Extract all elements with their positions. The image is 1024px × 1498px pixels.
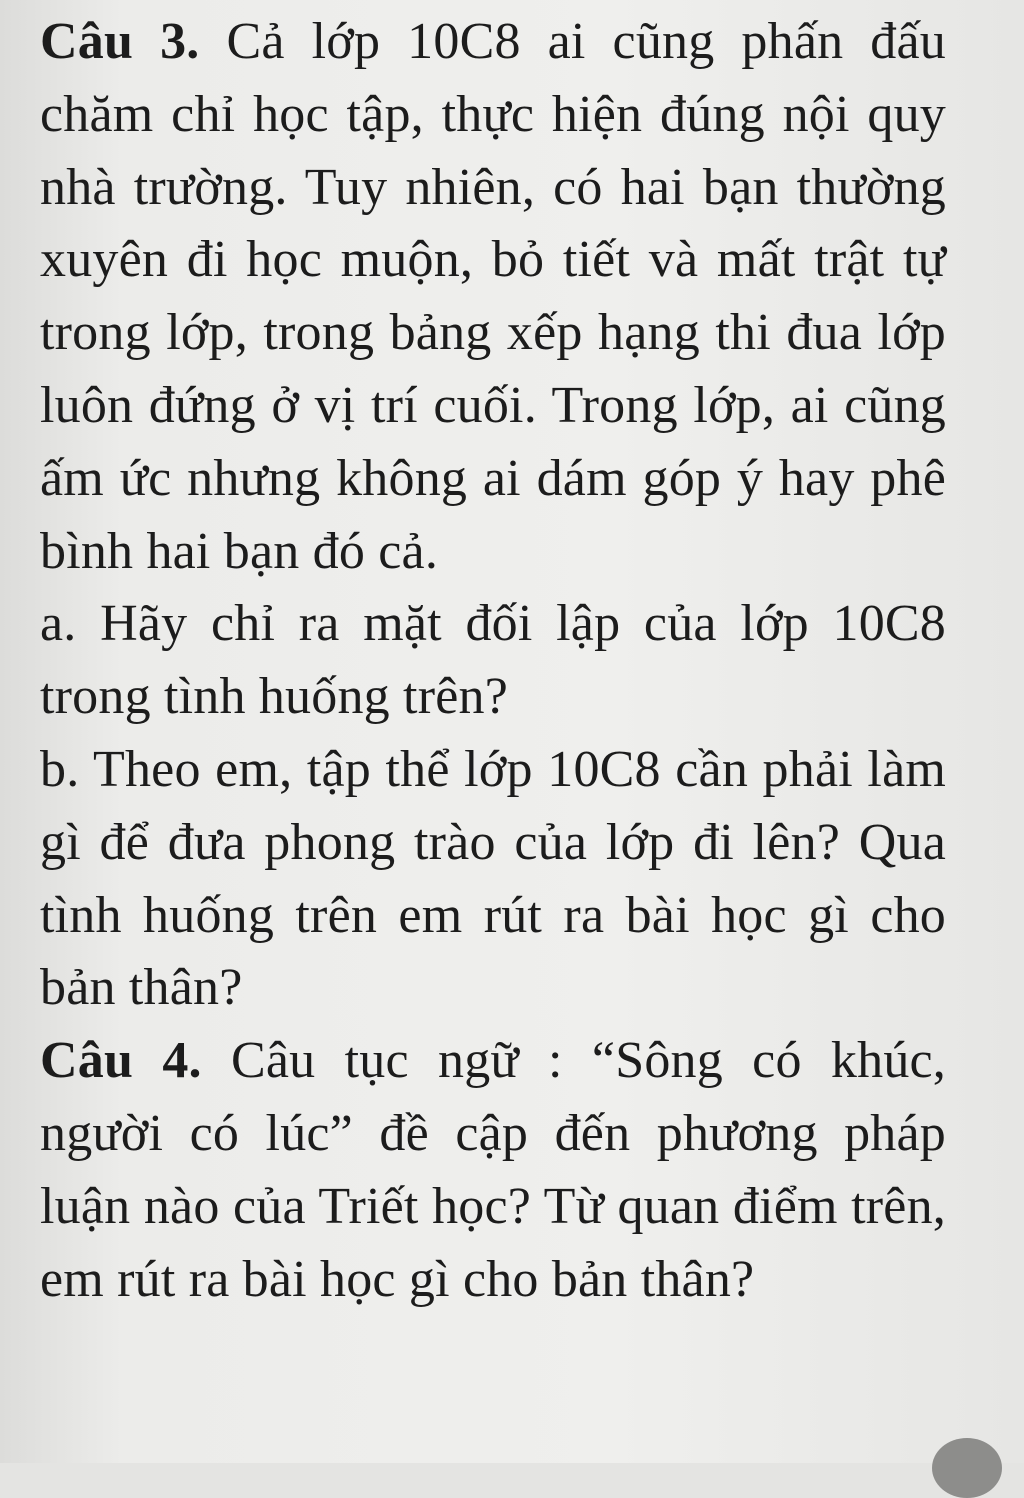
finger-shadow bbox=[932, 1438, 1002, 1498]
question-3-label: Câu 3. bbox=[40, 13, 200, 70]
question-3-part-b: b. Theo em, tập thể lớp 10C8 cần phải làm gì để đưa phong trào của lớp đi lên? Qua tình huống trên em rút ra bài học gì cho bản thân? bbox=[40, 740, 946, 1017]
question-4-label: Câu 4. bbox=[40, 1032, 202, 1090]
question-3 bbox=[40, 6, 946, 588]
question-3-part-a: a. Hãy chỉ ra mặt đối lập của lớp 10C8 trong tình huống trên? bbox=[40, 595, 946, 726]
question-3-body: Cả lớp 10C8 ai cũng phấn đấu chăm chỉ học tập, thực hiện đúng nội quy nhà trường. Tuy nhiên, có hai bạn thường xuyên đi học muộn, bỏ tiết và mất trật tự trong lớp, trong bảng xếp hạng thi đua lớp luôn đứng ở vị trí cuối. Trong lớp, ai cũng ấm ức nhưng không ai dám góp ý hay phê bình hai bạn đó cả. bbox=[40, 13, 946, 580]
question-4 bbox=[40, 1025, 946, 1316]
question-4-body: Câu tục ngữ : “Sông có khúc, người có lúc” đề cập đến phương pháp luận nào của Triết học? Từ quan điểm trên, em rút ra bài học gì cho bản thân? bbox=[40, 1032, 946, 1308]
exercise-text bbox=[40, 6, 946, 1316]
